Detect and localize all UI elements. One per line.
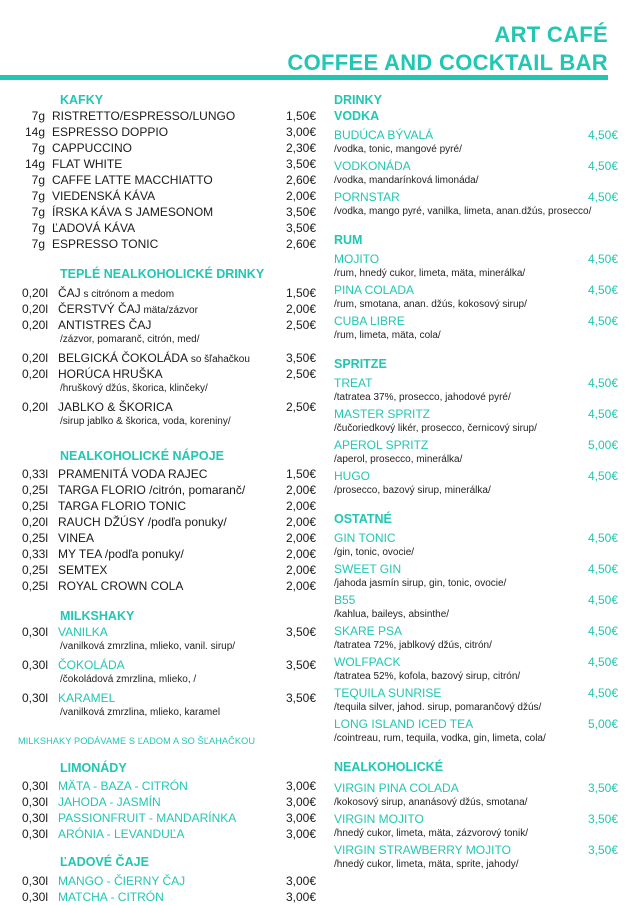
menu-item-row xyxy=(14,220,316,236)
menu-header xyxy=(0,0,630,90)
item-name xyxy=(52,188,274,204)
item-description: /sirup jablko & škorica, voda, koreniny/ xyxy=(60,416,231,427)
item-name-text: PRAMENITÁ VODA RAJEC xyxy=(58,467,208,481)
cocktail-price: 3,50€ xyxy=(587,812,618,826)
item-name xyxy=(58,366,274,382)
item-quantity: 0,30l xyxy=(22,890,49,904)
item-name xyxy=(58,578,274,594)
cocktail-price: 4,50€ xyxy=(587,283,618,297)
cocktail-ingredients: /prosecco, bazový sirup, minerálka/ xyxy=(334,485,491,496)
item-price: 3,00€ xyxy=(285,890,316,904)
item-price: 3,00€ xyxy=(285,795,316,809)
menu-item-row xyxy=(14,399,316,415)
cocktail-header xyxy=(334,437,618,453)
item-quantity: 0,20l xyxy=(22,367,49,381)
item-price: 2,50€ xyxy=(285,367,316,381)
cocktail-name: MASTER SPRITZ xyxy=(334,407,431,421)
menu-item-row xyxy=(14,188,316,204)
item-name-text: ÍRSKA KÁVA S JAMESONOM xyxy=(52,205,214,219)
menu-item-row xyxy=(14,366,316,382)
item-price: 2,00€ xyxy=(285,547,316,561)
item-name-text: ESPRESSO TONIC xyxy=(52,237,159,251)
item-price: 3,50€ xyxy=(285,351,316,365)
cocktail-item xyxy=(334,623,618,654)
item-note: mäta/zázvor xyxy=(140,305,198,316)
menu-item-row xyxy=(14,690,316,706)
menu-item-row xyxy=(14,826,316,842)
cocktail-price: 4,50€ xyxy=(587,159,618,173)
item-price: 2,60€ xyxy=(285,237,316,251)
item-name-text: ČOKOLÁDA xyxy=(58,658,125,672)
cocktail-item xyxy=(334,654,618,685)
cocktail-ingredients: /rum, limeta, mäta, cola/ xyxy=(334,330,441,341)
menu-item-row xyxy=(14,562,316,578)
menu-item-row xyxy=(14,657,316,673)
cocktail-item xyxy=(334,811,618,842)
menu-item-row xyxy=(14,810,316,826)
cocktail-name: TEQUILA SUNRISE xyxy=(334,686,442,700)
cocktail-price: 4,50€ xyxy=(587,469,618,483)
menu-item-row xyxy=(14,578,316,594)
item-name xyxy=(58,778,274,794)
item-quantity: 7g xyxy=(31,237,45,251)
header-divider xyxy=(0,75,608,80)
item-name xyxy=(58,317,274,333)
item-price: 3,50€ xyxy=(285,658,316,672)
item-quantity: 0,33l xyxy=(22,547,49,561)
cocktail-item xyxy=(334,375,618,406)
item-price: 2,00€ xyxy=(285,302,316,316)
item-name-text: VIEDENSKÁ KÁVA xyxy=(52,189,156,203)
cocktail-header xyxy=(334,685,618,701)
item-quantity: 0,25l xyxy=(22,499,49,513)
item-quantity: 0,20l xyxy=(22,400,49,414)
section-title-limonady: LIMONÁDY xyxy=(60,761,127,775)
cocktail-name: SKARE PSA xyxy=(334,624,403,638)
item-name xyxy=(58,562,274,578)
item-price: 1,50€ xyxy=(285,467,316,481)
item-name xyxy=(52,108,274,124)
cocktail-name: B55 xyxy=(334,593,356,607)
rum-list xyxy=(334,251,618,344)
item-price: 2,60€ xyxy=(285,173,316,187)
cocktail-header xyxy=(334,623,618,639)
right-column xyxy=(334,92,618,873)
cocktail-price: 4,50€ xyxy=(587,128,618,142)
item-name-text: RISTRETTO/ESPRESSO/LUNGO xyxy=(52,109,236,123)
cocktail-ingredients: /tequila silver, jahod. sirup, pomarančový džús/ xyxy=(334,702,542,713)
item-quantity: 7g xyxy=(31,173,45,187)
cocktail-item xyxy=(334,437,618,468)
item-name-text: ČERSTVÝ ČAJ xyxy=(58,302,141,316)
cocktail-ingredients: /tatratea 52%, kofola, bazový sirup, citrón/ xyxy=(334,671,521,682)
menu-item-row xyxy=(14,350,316,366)
cocktail-header xyxy=(334,780,618,796)
item-price: 2,30€ xyxy=(285,141,316,155)
item-name xyxy=(58,466,274,482)
menu-item-row xyxy=(14,301,316,317)
cocktail-name: SWEET GIN xyxy=(334,562,402,576)
cafe-name: ART CAFÉ xyxy=(494,22,608,47)
kafky-list xyxy=(14,108,316,252)
cocktail-name: PINA COLADA xyxy=(334,283,415,297)
cocktail-header xyxy=(334,189,618,205)
cocktail-header xyxy=(334,592,618,608)
item-note: so šľahačkou xyxy=(188,354,250,365)
cocktail-price: 3,50€ xyxy=(587,781,618,795)
section-title-rum: RUM xyxy=(334,233,363,247)
section-title-ostatne: OSTATNÉ xyxy=(334,512,392,526)
item-quantity: 0,33l xyxy=(22,467,49,481)
cocktail-ingredients: /hnedý cukor, limeta, mäta, zázvorový tonik/ xyxy=(334,828,528,839)
menu-item-row xyxy=(14,466,316,482)
cocktail-price: 4,50€ xyxy=(587,190,618,204)
item-name xyxy=(58,530,274,546)
cocktail-header xyxy=(334,127,618,143)
cocktail-price: 4,50€ xyxy=(587,376,618,390)
ostatne-list xyxy=(334,530,618,747)
item-price: 3,50€ xyxy=(285,157,316,171)
menu-item-row xyxy=(14,124,316,140)
item-price: 2,00€ xyxy=(285,563,316,577)
menu-item-row xyxy=(14,317,316,333)
cocktail-name: WOLFPACK xyxy=(334,655,401,669)
cocktail-price: 4,50€ xyxy=(587,407,618,421)
item-quantity: 0,20l xyxy=(22,318,49,332)
item-name xyxy=(52,172,274,188)
menu-item-row xyxy=(14,530,316,546)
menu-item-row xyxy=(14,140,316,156)
item-name xyxy=(58,514,274,530)
item-name-text: ČAJ xyxy=(58,286,81,300)
item-price: 2,00€ xyxy=(285,499,316,513)
item-quantity: 7g xyxy=(31,141,45,155)
item-name xyxy=(52,124,274,140)
item-name-text: CAFFE LATTE MACCHIATTO xyxy=(52,173,213,187)
cocktail-name: PORNSTAR xyxy=(334,190,400,204)
item-quantity: 7g xyxy=(31,205,45,219)
item-name-text: VANILKA xyxy=(58,625,108,639)
item-name-text: MY TEA /podľa ponuky/ xyxy=(58,547,184,561)
cocktail-ingredients: /jahoda jasmín sirup, gin, tonic, ovocie/ xyxy=(334,578,507,589)
item-price: 2,00€ xyxy=(285,531,316,545)
item-name xyxy=(52,140,274,156)
cocktail-ingredients: /kokosový sirup, ananásový džús, smotana/ xyxy=(334,797,528,808)
item-name xyxy=(58,794,274,810)
section-title-napoje: NEALKOHOLICKÉ NÁPOJE xyxy=(60,449,224,463)
section-title-ladove: ĽADOVÉ ČAJE xyxy=(60,855,149,869)
section-title-teple: TEPLÉ NEALKOHOLICKÉ DRINKY xyxy=(60,267,265,281)
cocktail-header xyxy=(334,811,618,827)
cocktail-price: 4,50€ xyxy=(587,562,618,576)
cocktail-header xyxy=(334,158,618,174)
item-quantity: 0,20l xyxy=(22,302,49,316)
item-description: /vanilková zmrzlina, mlieko, vanil. sirup/ xyxy=(60,641,236,652)
item-price: 2,00€ xyxy=(285,483,316,497)
cocktail-name: HUGO xyxy=(334,469,370,483)
menu-item-row xyxy=(14,156,316,172)
item-price: 3,00€ xyxy=(285,811,316,825)
cocktail-header xyxy=(334,468,618,484)
item-name-text: KARAMEL xyxy=(58,691,116,705)
item-name-text: FLAT WHITE xyxy=(52,157,123,171)
item-price: 2,00€ xyxy=(285,189,316,203)
cocktail-ingredients: /vodka, tonic, mangové pyré/ xyxy=(334,144,462,155)
section-title-spritze: SPRITZE xyxy=(334,357,387,371)
cocktail-ingredients: /vodka, mandarínková limonáda/ xyxy=(334,175,479,186)
cocktail-item xyxy=(334,561,618,592)
item-name-text: VINEA xyxy=(58,531,95,545)
teple-list xyxy=(14,285,316,428)
item-quantity: 0,30l xyxy=(22,874,49,888)
left-column xyxy=(14,92,316,905)
cocktail-header xyxy=(334,406,618,422)
item-quantity: 0,30l xyxy=(22,811,49,825)
cocktail-ingredients: /rum, smotana, anan. džús, kokosový sirup/ xyxy=(334,299,527,310)
cocktail-header xyxy=(334,716,618,732)
item-name-text: ĽADOVÁ KÁVA xyxy=(52,221,136,235)
item-quantity: 0,30l xyxy=(22,691,49,705)
item-price: 3,00€ xyxy=(285,827,316,841)
menu-item-row xyxy=(14,285,316,301)
cafe-subtitle: COFFEE AND COCKTAIL BAR xyxy=(287,50,608,75)
item-quantity: 0,30l xyxy=(22,795,49,809)
cocktail-ingredients: /tatratea 37%, prosecco, jahodové pyré/ xyxy=(334,392,511,403)
cocktail-ingredients: /hnedý cukor, limeta, mäta, sprite, jahody/ xyxy=(334,859,519,870)
item-price: 2,50€ xyxy=(285,400,316,414)
section-title-drinky: DRINKY xyxy=(334,93,382,107)
cocktail-item xyxy=(334,468,618,499)
cocktail-name: MOJITO xyxy=(334,252,380,266)
cocktail-ingredients: /tatratea 72%, jablkový džús, citrón/ xyxy=(334,640,492,651)
item-price: 1,50€ xyxy=(285,286,316,300)
vodka-list xyxy=(334,127,618,220)
item-name xyxy=(58,546,274,562)
cocktail-ingredients: /kahlua, baileys, absinthe/ xyxy=(334,609,450,620)
nealko-list xyxy=(334,780,618,873)
item-name xyxy=(52,156,274,172)
item-name xyxy=(58,624,274,640)
item-description: /vanilková zmrzlina, mlieko, karamel xyxy=(60,707,221,718)
menu-item-row xyxy=(14,778,316,794)
item-description: /hruškový džús, škorica, klinčeky/ xyxy=(60,383,208,394)
item-name xyxy=(58,482,274,498)
cocktail-name: LONG ISLAND ICED TEA xyxy=(334,717,474,731)
item-price: 2,00€ xyxy=(285,515,316,529)
item-price: 3,50€ xyxy=(285,625,316,639)
cocktail-price: 4,50€ xyxy=(587,531,618,545)
cocktail-item xyxy=(334,251,618,282)
item-name xyxy=(58,657,274,673)
item-price: 3,50€ xyxy=(285,691,316,705)
cocktail-header xyxy=(334,654,618,670)
item-name-text: MÄTA - BAZA - CITRÓN xyxy=(58,779,188,793)
item-name xyxy=(58,826,274,842)
section-title-kafky: KAFKY xyxy=(60,93,104,107)
item-name-text: ROYAL CROWN COLA xyxy=(58,579,184,593)
cocktail-item xyxy=(334,313,618,344)
section-title-vodka: VODKA xyxy=(334,109,380,123)
item-price: 1,50€ xyxy=(285,109,316,123)
item-price: 3,50€ xyxy=(285,205,316,219)
item-name-text: TARGA FLORIO TONIC xyxy=(58,499,187,513)
item-quantity: 14g xyxy=(24,125,45,139)
item-quantity: 0,30l xyxy=(22,658,49,672)
menu-item-row xyxy=(14,624,316,640)
cocktail-name: VIRGIN STRAWBERRY MOJITO xyxy=(334,843,511,857)
item-quantity: 7g xyxy=(31,221,45,235)
cocktail-price: 4,50€ xyxy=(587,252,618,266)
spritze-list xyxy=(334,375,618,499)
cocktail-header xyxy=(334,375,618,391)
item-note: s citrónom a medom xyxy=(80,289,175,300)
menu-item-row xyxy=(14,873,316,889)
cocktail-name: TREAT xyxy=(334,376,373,390)
cocktail-price: 3,50€ xyxy=(587,843,618,857)
item-quantity: 0,20l xyxy=(22,351,49,365)
item-name xyxy=(58,690,274,706)
item-name-text: JABLKO & ŠKORICA xyxy=(58,400,173,414)
item-name-text: RAUCH DŽÚSY /podľa ponuky/ xyxy=(58,515,227,529)
item-name-text: PASSIONFRUIT - MANDARÍNKA xyxy=(58,811,237,825)
menu-item-row xyxy=(14,108,316,124)
cocktail-header xyxy=(334,561,618,577)
item-quantity: 0,30l xyxy=(22,827,49,841)
cocktail-ingredients: /čučoriedkový likér, prosecco, černicový sirup/ xyxy=(334,423,537,434)
item-name-text: JAHODA - JASMÍN xyxy=(58,795,161,809)
item-name xyxy=(58,498,274,514)
item-quantity: 0,20l xyxy=(22,286,49,300)
item-name xyxy=(58,873,274,889)
cocktail-name: BUDÚCA BÝVALÁ xyxy=(334,128,434,142)
item-price: 3,50€ xyxy=(285,221,316,235)
cocktail-name: VIRGIN MOJITO xyxy=(334,812,424,826)
item-quantity: 0,25l xyxy=(22,579,49,593)
cocktail-price: 5,00€ xyxy=(587,438,618,452)
cocktail-name: GIN TONIC xyxy=(334,531,396,545)
item-name-text: MATCHA - CITRÓN xyxy=(58,890,164,904)
item-quantity: 0,20l xyxy=(22,515,49,529)
cocktail-ingredients: /gin, tonic, ovocie/ xyxy=(334,547,415,558)
item-name xyxy=(52,220,274,236)
cocktail-name: VIRGIN PINA COLADA xyxy=(334,781,459,795)
cocktail-item xyxy=(334,592,618,623)
cocktail-name: CUBA LIBRE xyxy=(334,314,405,328)
menu-item-row xyxy=(14,498,316,514)
cocktail-item xyxy=(334,530,618,561)
menu-item-row xyxy=(14,514,316,530)
cocktail-header xyxy=(334,313,618,329)
item-name-text: ESPRESSO DOPPIO xyxy=(52,125,169,139)
cocktail-price: 4,50€ xyxy=(587,624,618,638)
menu-item-row xyxy=(14,204,316,220)
item-name-text: HORÚCA HRUŠKA xyxy=(58,367,163,381)
item-quantity: 7g xyxy=(31,109,45,123)
item-quantity: 0,25l xyxy=(22,563,49,577)
item-name-text: SEMTEX xyxy=(58,563,108,577)
limonady-list xyxy=(14,778,316,842)
item-name xyxy=(58,810,274,826)
cocktail-ingredients: /cointreau, rum, tequila, vodka, gin, limeta, cola/ xyxy=(334,733,546,744)
cocktail-header xyxy=(334,251,618,267)
item-quantity: 0,25l xyxy=(22,531,49,545)
item-description: /čokoládová zmrzlina, mlieko, / xyxy=(60,674,197,685)
napoje-list xyxy=(14,466,316,594)
section-title-nealko: NEALKOHOLICKÉ xyxy=(334,760,444,774)
item-price: 3,00€ xyxy=(285,125,316,139)
item-name xyxy=(52,204,274,220)
item-price: 2,00€ xyxy=(285,579,316,593)
cocktail-price: 5,00€ xyxy=(587,717,618,731)
item-description: /zázvor, pomaranč, citrón, med/ xyxy=(60,334,200,345)
item-price: 2,50€ xyxy=(285,318,316,332)
menu-item-row xyxy=(14,889,316,905)
cocktail-item xyxy=(334,158,618,189)
cocktail-header xyxy=(334,842,618,858)
cocktail-item xyxy=(334,685,618,716)
item-name xyxy=(58,399,274,415)
cocktail-item xyxy=(334,127,618,158)
item-name-text: ARÓNIA - LEVANDUĽA xyxy=(58,827,185,841)
cocktail-item xyxy=(334,716,618,747)
item-price: 3,00€ xyxy=(285,874,316,888)
cocktail-price: 4,50€ xyxy=(587,686,618,700)
menu-item-row xyxy=(14,794,316,810)
cocktail-ingredients: /aperol, prosecco, minerálka/ xyxy=(334,454,463,465)
cocktail-name: VODKONÁDA xyxy=(334,159,411,173)
cocktail-item xyxy=(334,282,618,313)
item-quantity: 14g xyxy=(24,157,45,171)
cocktail-name: APEROL SPRITZ xyxy=(334,438,429,452)
item-name-text: CAPPUCCINO xyxy=(52,141,133,155)
item-name xyxy=(58,889,274,905)
cocktail-item xyxy=(334,189,618,220)
item-quantity: 0,25l xyxy=(22,483,49,497)
menu-item-row xyxy=(14,172,316,188)
item-name-text: TARGA FLORIO /citrón, pomaranč/ xyxy=(58,483,246,497)
item-name-text: ANTISTRES ČAJ xyxy=(58,318,152,332)
cocktail-price: 4,50€ xyxy=(587,593,618,607)
item-price: 3,00€ xyxy=(285,779,316,793)
milkshaky-note: MILKSHAKY PODÁVAME S ĽADOM A SO ŠĽAHAČKOU xyxy=(18,736,256,746)
cocktail-header xyxy=(334,282,618,298)
item-name-text: BELGICKÁ ČOKOLÁDA xyxy=(58,351,189,365)
cocktail-header xyxy=(334,530,618,546)
cocktail-item xyxy=(334,780,618,811)
item-name xyxy=(52,236,274,252)
cocktail-ingredients: /vodka, mango pyré, vanilka, limeta, anan.džús, prosecco/ xyxy=(334,206,592,217)
item-quantity: 0,30l xyxy=(22,625,49,639)
menu-item-row xyxy=(14,482,316,498)
cocktail-item xyxy=(334,842,618,873)
cocktail-price: 4,50€ xyxy=(587,314,618,328)
menu-item-row xyxy=(14,546,316,562)
section-title-milkshaky: MILKSHAKY xyxy=(60,609,135,623)
cocktail-item xyxy=(334,406,618,437)
item-quantity: 7g xyxy=(31,189,45,203)
cocktail-price: 4,50€ xyxy=(587,655,618,669)
item-name-text: MANGO - ČIERNY ČAJ xyxy=(58,874,186,888)
menu-item-row xyxy=(14,236,316,252)
item-quantity: 0,30l xyxy=(22,779,49,793)
cocktail-ingredients: /rum, hnedý cukor, limeta, mäta, minerálka/ xyxy=(334,268,526,279)
milkshaky-list xyxy=(14,624,316,719)
ladove-list xyxy=(14,873,316,905)
